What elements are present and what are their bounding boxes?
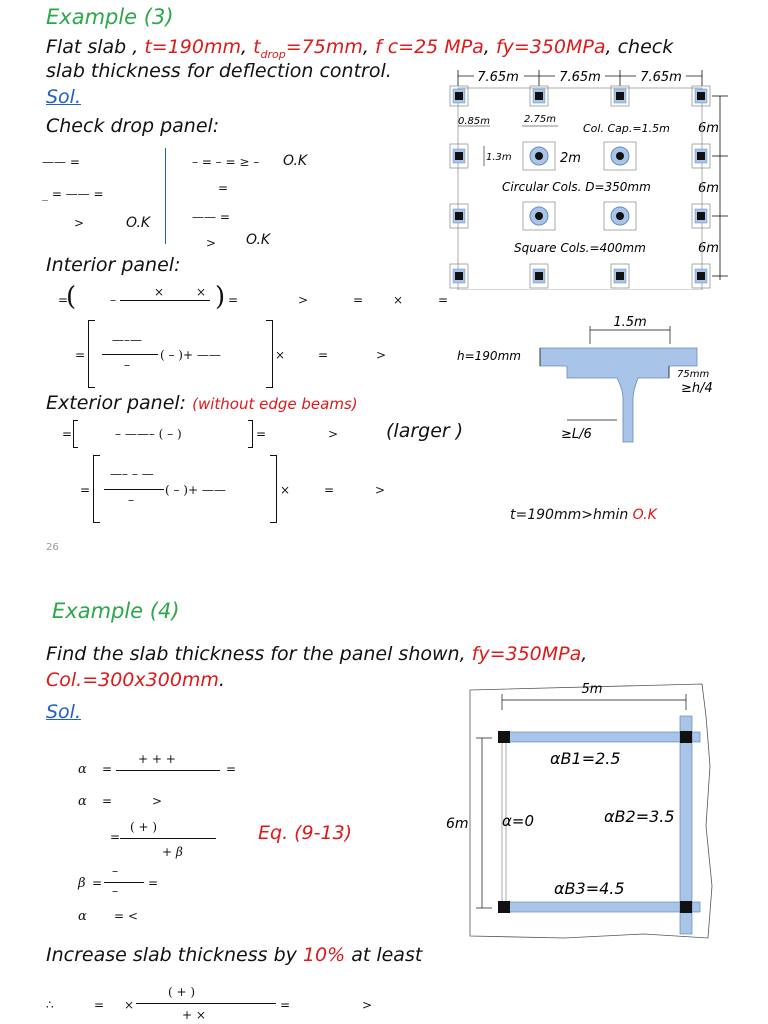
eq-fragment: × (124, 998, 135, 1012)
eq-fragment: × (393, 293, 404, 307)
eq-fragment: × (280, 483, 291, 497)
page-number: 26 (46, 542, 59, 553)
eq-fragment: = (110, 830, 121, 844)
eq-fragment: = (58, 293, 69, 307)
eq-fragment: ( + ) (130, 820, 158, 834)
eq-fragment: ∴ (46, 998, 54, 1012)
panel-beam-diagram (444, 676, 724, 944)
panel-height-label: 6m (446, 816, 469, 832)
divider (165, 148, 166, 244)
fraction-bar (102, 354, 158, 355)
alpha-b2-label: αB2=3.5 (604, 807, 675, 826)
eq-fragment: = (324, 483, 335, 497)
text: , check (605, 36, 674, 58)
bracket (266, 320, 273, 388)
drop-panel-section-diagram (455, 316, 735, 446)
bracket (93, 455, 100, 523)
beta-symbol: β (78, 876, 86, 891)
slab-thickness: t=190mm (144, 36, 241, 58)
eq-fragment: ( – )+ —— (165, 483, 226, 497)
eq-fragment: > (152, 794, 163, 808)
eq-fragment: = (62, 427, 73, 441)
eq-fragment: × (196, 285, 207, 299)
drop-h-label: ≥h/4 (681, 381, 713, 396)
example4-title: Example (4) (52, 599, 180, 623)
exterior-panel-heading (46, 392, 358, 414)
ok-label: O.K (283, 153, 308, 169)
fraction-bar (116, 770, 220, 771)
alpha-symbol: α (78, 909, 87, 924)
eq-fragment: —— = (192, 210, 230, 224)
eq-fragment: × (154, 285, 165, 299)
row-3-label: 6m (698, 241, 719, 256)
fraction-bar (104, 882, 144, 883)
drop-l-label: ≥L/6 (561, 427, 592, 442)
sub: drop (260, 47, 286, 61)
column-size: Col.=300x300mm (46, 669, 219, 691)
alpha-b1-label: αB1=2.5 (550, 749, 621, 768)
fraction-bar (120, 838, 216, 839)
eq-fragment: – (112, 884, 118, 898)
eq-fragment: = (102, 762, 113, 776)
increase-thickness-line (46, 944, 422, 966)
example3-statement-line1 (46, 36, 673, 61)
span-2-label: 7.65m (559, 70, 601, 85)
eq-fragment: —— = (42, 155, 80, 169)
sep: , (362, 36, 375, 58)
eq-fragment: – ——– ( – ) (115, 427, 182, 441)
example4-solution-label: Sol. (46, 701, 82, 723)
example3-title: Example (3) (46, 5, 174, 29)
section-width-label: 1.5m (613, 316, 647, 330)
text: . (218, 669, 225, 691)
eq-fragment: = (218, 181, 229, 195)
alpha-b3-label: αB3=4.5 (554, 879, 625, 898)
eq-fragment: ( – )+ —— (160, 348, 221, 362)
eq-fragment: > (362, 998, 373, 1012)
eq-fragment: = (228, 293, 239, 307)
eq-fragment: > (328, 427, 339, 441)
ok-label: O.K (126, 215, 151, 231)
eq-fragment: _ = —— = (42, 187, 104, 201)
panel-width-label: 5m (581, 682, 603, 697)
eq-fragment: + β (162, 845, 183, 859)
eq-fragment: > (375, 483, 386, 497)
eq-fragment: + + + (138, 752, 176, 766)
check-drop-panel-heading: Check drop panel: (46, 115, 220, 137)
eq-fragment: × (275, 348, 286, 362)
fraction-bar (104, 489, 164, 490)
text: , (581, 643, 588, 665)
eq-fragment: = (318, 348, 329, 362)
sep: , (483, 36, 496, 58)
example3-solution-label: Sol. (46, 86, 82, 108)
text: Flat slab , (46, 36, 145, 58)
fraction-bar (136, 1003, 276, 1004)
bracket (270, 455, 277, 523)
eq-fragment: = (226, 762, 237, 776)
dim-2m: 2m (560, 151, 581, 166)
eq-fragment: = (75, 348, 86, 362)
drop-thickness (253, 36, 363, 61)
bracket (248, 420, 253, 448)
eq-fragment: = (80, 483, 91, 497)
row-1-label: 6m (698, 121, 719, 136)
result-line (510, 507, 657, 523)
eq-fragment: – (112, 864, 118, 878)
example4-statement-line2 (46, 669, 225, 691)
alpha-symbol: α (78, 794, 87, 809)
paren: ) (215, 282, 226, 312)
concrete-strength: f c=25 MPa (374, 36, 484, 58)
bracket (88, 320, 95, 388)
interior-panel-heading: Interior panel: (46, 254, 181, 276)
paren: ( (66, 282, 77, 312)
circular-cols-label: Circular Cols. D=350mm (502, 180, 651, 194)
steel-yield: fy=350MPa (471, 643, 582, 665)
eq-fragment: = < (114, 909, 138, 923)
eq-fragment: = (256, 427, 267, 441)
eq-fragment: = (94, 998, 105, 1012)
eq-fragment: = (438, 293, 449, 307)
dim-275: 2.75m (524, 114, 557, 125)
fraction-bar (120, 300, 210, 301)
eq-fragment: – (110, 293, 116, 307)
alpha-symbol: α (78, 762, 87, 777)
slab-h-label: h=190mm (457, 349, 521, 363)
flat-slab-plan-diagram (440, 64, 730, 290)
eq-fragment: = (148, 876, 159, 890)
row-2-label: 6m (698, 181, 719, 196)
text: Find the slab thickness for the panel shown, (46, 643, 472, 665)
eq-fragment: > (74, 216, 85, 230)
eq-fragment: —– – — (110, 467, 154, 481)
col-cap-label: Col. Cap.=1.5m (583, 122, 670, 135)
eq-fragment: = (92, 876, 103, 890)
drop-75-label: 75mm (677, 369, 710, 380)
text: Increase slab thickness by (46, 944, 303, 966)
eq-fragment: – (124, 358, 130, 372)
example4-statement-line1 (46, 643, 587, 665)
example3-statement-line2: slab thickness for deflection control. (46, 60, 392, 82)
eq-fragment: – = – = ≥ – (192, 155, 260, 169)
eq-fragment: > (376, 348, 387, 362)
exterior-note: (without edge beams) (192, 395, 358, 413)
t: t (253, 36, 261, 58)
eq-fragment: + × (182, 1008, 206, 1022)
text: t=190mm>hmin (510, 507, 633, 523)
square-cols-label: Square Cols.=400mm (514, 241, 646, 255)
dim-085: 0.85m (458, 116, 491, 127)
eq-fragment: —–— (112, 333, 142, 347)
eq-fragment: = (102, 794, 113, 808)
eq-fragment: > (206, 236, 217, 250)
steel-yield: fy=350MPa (495, 36, 606, 58)
ok-label: O.K (632, 507, 657, 523)
increase-percent: 10% (302, 944, 346, 966)
text: Exterior panel: (46, 392, 193, 414)
eq-fragment: ( + ) (168, 985, 196, 999)
equation-reference: Eq. (9-13) (258, 822, 353, 844)
dim-13: 1.3m (486, 152, 512, 163)
text: at least (345, 944, 423, 966)
eq-fragment: > (298, 293, 309, 307)
span-3-label: 7.65m (640, 70, 682, 85)
sep: , (241, 36, 254, 58)
larger-note: (larger ) (386, 420, 464, 442)
eq-fragment: = (353, 293, 364, 307)
eq-fragment: – (128, 493, 134, 507)
val: =75mm (285, 36, 363, 58)
span-1-label: 7.65m (477, 70, 519, 85)
ok-label: O.K (246, 232, 271, 248)
bracket (73, 420, 78, 448)
alpha-zero-label: α=0 (502, 812, 534, 830)
eq-fragment: = (280, 998, 291, 1012)
